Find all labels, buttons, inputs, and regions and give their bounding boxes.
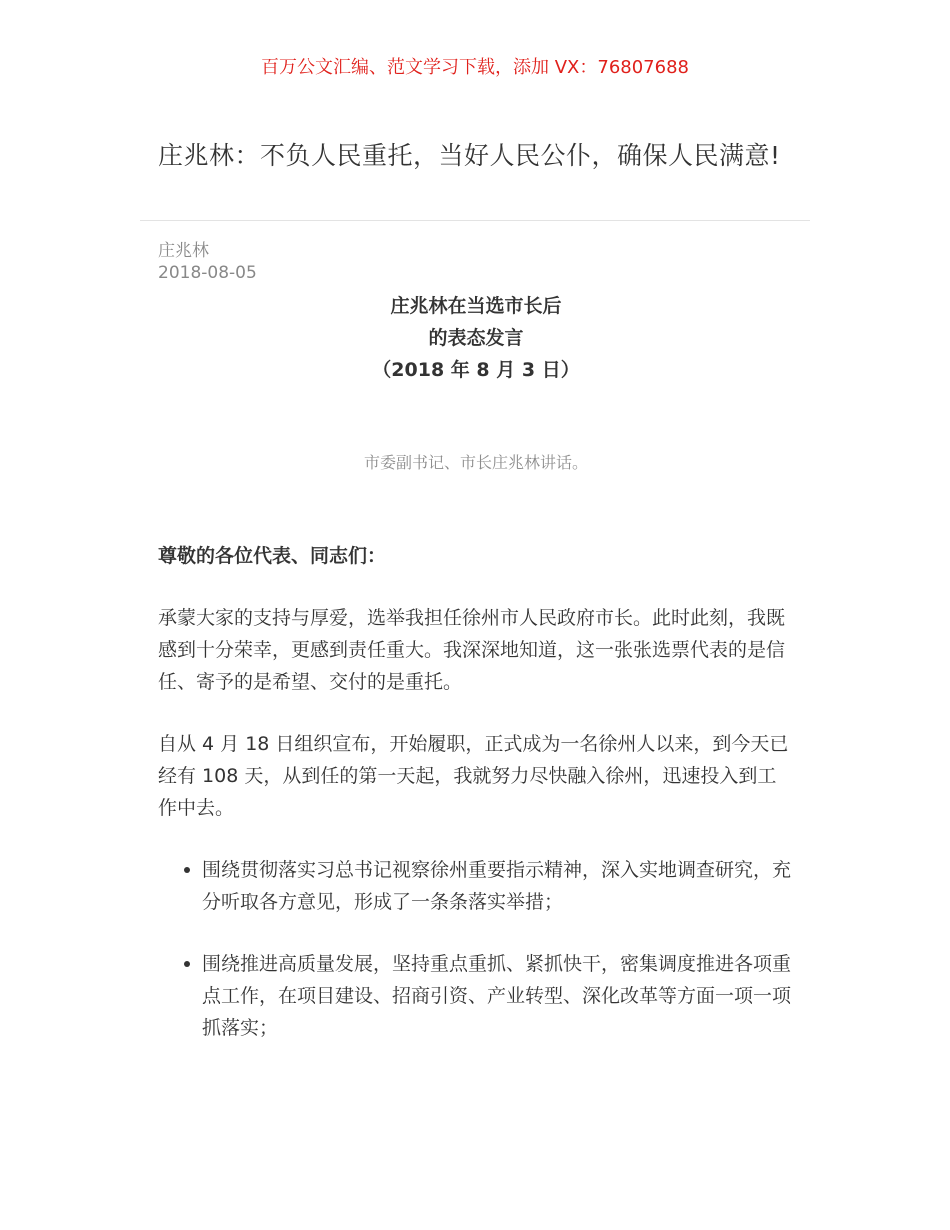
speech-heading-date: （2018 年 8 月 3 日）	[372, 359, 580, 381]
article-title: 庄兆林：不负人民重托，当好人民公仆，确保人民满意!	[158, 141, 781, 170]
title-divider	[140, 220, 810, 221]
bullet-list	[158, 854, 794, 1044]
bullet-dot-icon	[184, 961, 190, 967]
article-meta	[158, 240, 257, 284]
speech-heading	[158, 290, 794, 386]
bullet-dot-icon	[184, 867, 190, 873]
article-header	[158, 138, 794, 173]
list-item	[158, 854, 794, 918]
speech-heading-line1: 庄兆林在当选市长后	[390, 295, 562, 317]
paragraph: 承蒙大家的支持与厚爱，选举我担任徐州市人民政府市长。此时此刻，我既感到十分荣幸，更感到责任重大。我深深地知道，这一张张选票代表的是信任、寄予的是希望、交付的是重托。	[158, 607, 786, 693]
image-caption: 市委副书记、市长庄兆林讲话。	[363, 453, 588, 472]
speech-heading-line2: 的表态发言	[428, 327, 524, 349]
list-item-text: 围绕推进高质量发展，坚持重点重抓、紧抓快干，密集调度推进各项重点工作，在项目建设、招商引资、产业转型、深化改革等方面一项一项抓落实；	[202, 953, 792, 1039]
promo-banner: 百万公文汇编、范文学习下载，添加 VX：76807688	[261, 57, 689, 78]
greeting: 尊敬的各位代表、同志们：	[158, 545, 387, 567]
article-author: 庄兆林	[158, 241, 209, 261]
article-date: 2018-08-05	[158, 263, 257, 283]
list-item	[158, 948, 794, 1044]
article-body	[158, 540, 794, 1074]
list-item-text: 围绕贯彻落实习总书记视察徐州重要指示精神，深入实地调查研究，充分听取各方意见，形成了一条条落实举措；	[202, 859, 792, 913]
paragraph: 自从 4 月 18 日组织宣布，开始履职，正式成为一名徐州人以来，到今天已经有 108 天，从到任的第一天起，我就努力尽快融入徐州，迅速投入到工作中去。	[158, 733, 789, 819]
